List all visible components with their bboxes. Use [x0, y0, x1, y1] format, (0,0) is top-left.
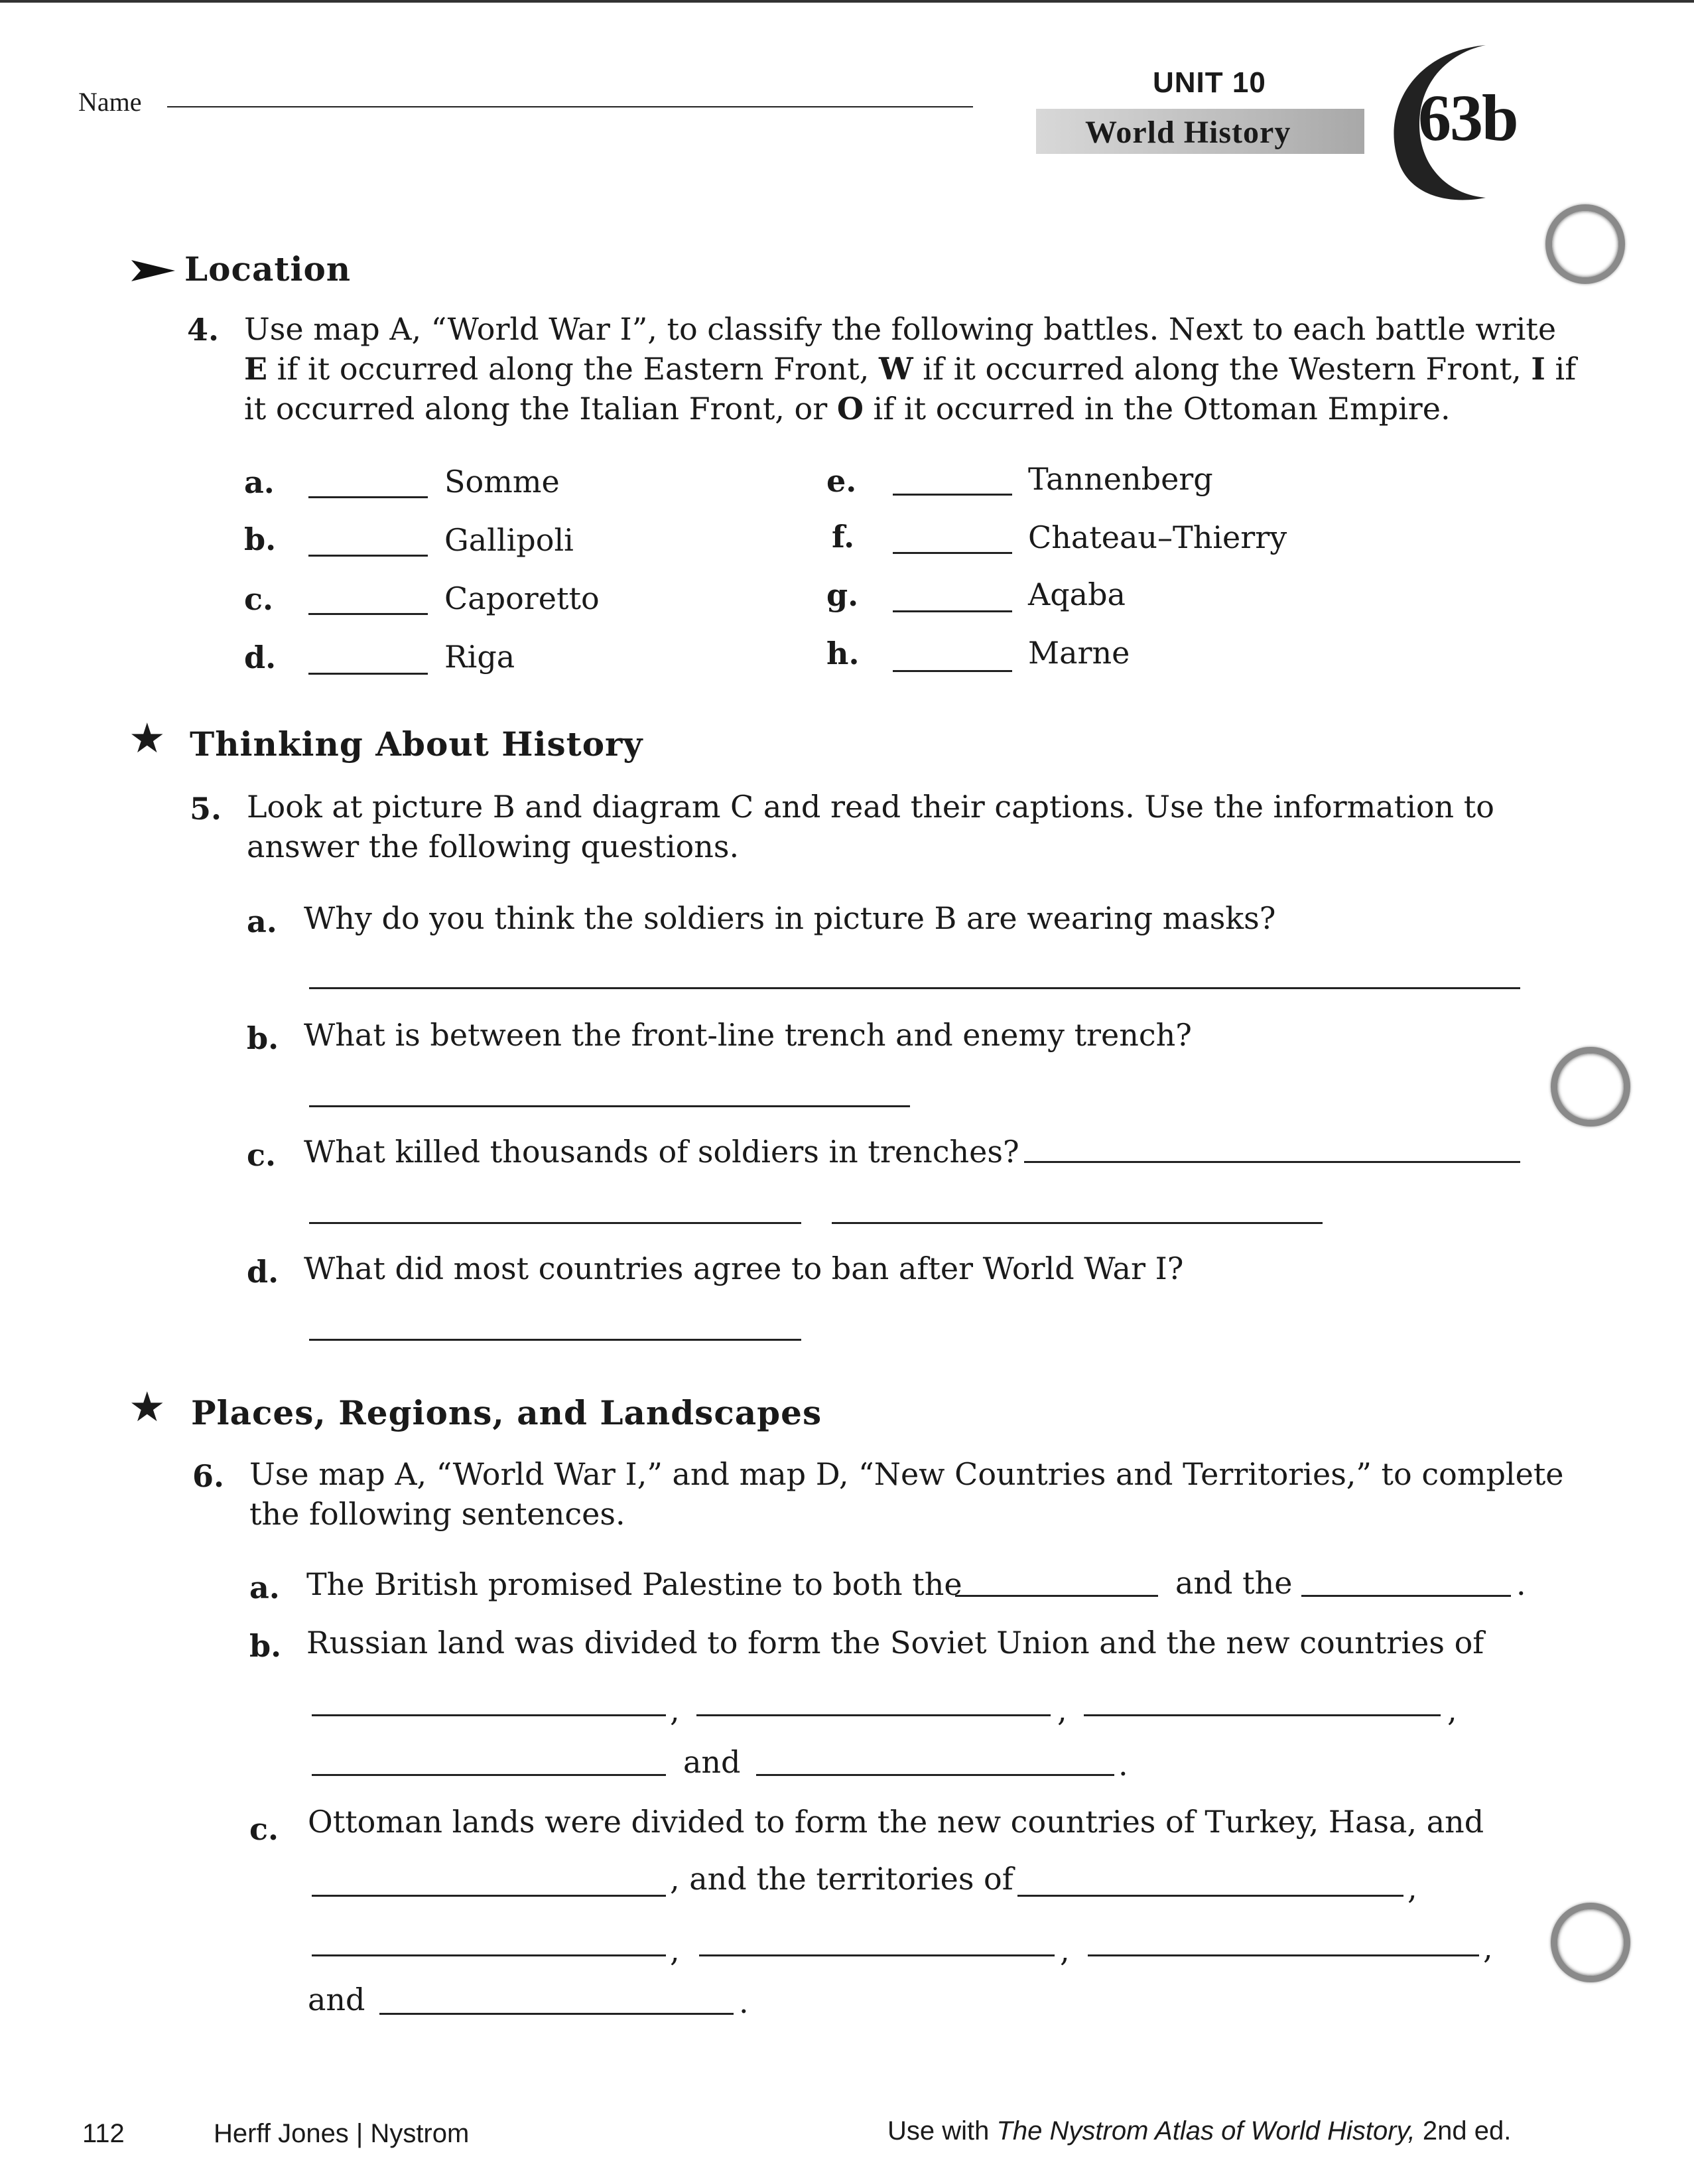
item-letter: c.: [249, 1811, 279, 1847]
item-sentence: Russian land was divided to form the Soviet Union and the new countries of: [306, 1625, 1484, 1661]
answer-line[interactable]: [696, 1714, 1051, 1716]
item-question: Why do you think the soldiers in picture B are wearing masks?: [304, 900, 1276, 936]
publisher: Herff Jones | Nystrom: [214, 2119, 470, 2148]
edition: 2nd ed.: [1415, 2116, 1512, 2146]
q5-line-2: answer the following questions.: [247, 829, 740, 864]
item-letter: a.: [249, 1570, 280, 1605]
battle-name: Aqaba: [1028, 577, 1126, 612]
q4-text: if it occurred along the Eastern Front,: [267, 351, 879, 387]
battle-answer-line[interactable]: [893, 670, 1012, 672]
binder-hole-top: [1545, 204, 1625, 284]
section-title-thinking: Thinking About History: [190, 724, 643, 764]
q4-text: if: [1545, 351, 1577, 387]
q4-text: if it occurred along the Western Front,: [913, 351, 1531, 387]
item-connector: and: [683, 1744, 741, 1780]
use-with-prefix: Use with: [887, 2116, 997, 2146]
name-line[interactable]: [167, 106, 973, 107]
item-connector: and: [308, 1982, 365, 2017]
q4-text: Use map A, “World War I”, to classify the following battles. Next to each battle write: [244, 311, 1557, 347]
comma: ,: [1447, 1692, 1457, 1728]
item-letter: a.: [247, 904, 277, 939]
battle-name: Gallipoli: [444, 522, 574, 558]
star-icon: ★: [129, 714, 166, 762]
item-letter: b.: [247, 1020, 279, 1056]
q4-code-i: I: [1531, 351, 1545, 387]
subject-title: World History: [1085, 115, 1291, 150]
section-title-places: Places, Regions, and Landscapes: [191, 1393, 822, 1432]
arrow-icon: [130, 257, 176, 284]
battle-name: Caporetto: [444, 580, 600, 616]
period: .: [1118, 1747, 1128, 1783]
name-label: Name: [78, 87, 142, 117]
battle-name: Marne: [1028, 635, 1130, 671]
battle-answer-line[interactable]: [308, 613, 428, 615]
comma: ,: [1407, 1870, 1417, 1906]
answer-line[interactable]: [312, 1895, 666, 1897]
binder-hole-bottom: [1551, 1903, 1630, 1982]
period: .: [1516, 1566, 1526, 1602]
q6-line-2: the following sentences.: [249, 1496, 625, 1532]
battle-letter: b.: [244, 521, 277, 557]
unit-label: UNIT 10: [1153, 66, 1266, 99]
q4-line-3: [244, 389, 1451, 429]
battle-answer-line[interactable]: [893, 552, 1012, 554]
answer-line[interactable]: [309, 1105, 910, 1107]
answer-line[interactable]: [312, 1954, 666, 1956]
q4-code-o: O: [836, 391, 864, 427]
battle-answer-line[interactable]: [893, 610, 1012, 612]
answer-line[interactable]: [309, 1339, 801, 1341]
question-number: 6.: [192, 1458, 225, 1494]
q5-line-1: Look at picture B and diagram C and read their captions. Use the information to: [247, 789, 1494, 825]
answer-line[interactable]: [309, 1222, 801, 1224]
answer-line[interactable]: [309, 987, 1520, 989]
question-number: 5.: [190, 791, 222, 827]
battle-letter: g.: [826, 577, 859, 613]
answer-line[interactable]: [312, 1714, 666, 1716]
use-with-note: [887, 2116, 1511, 2146]
comma: ,: [1057, 1692, 1067, 1728]
answer-line[interactable]: [1017, 1895, 1403, 1897]
answer-line[interactable]: [379, 2013, 734, 2015]
battle-answer-line[interactable]: [893, 494, 1012, 496]
item-sentence: The British promised Palestine to both the: [306, 1566, 962, 1602]
battle-answer-line[interactable]: [308, 673, 428, 675]
battle-answer-line[interactable]: [308, 496, 428, 498]
item-question: What killed thousands of soldiers in trenches?: [304, 1134, 1019, 1170]
item-connector: , and the territories of: [670, 1861, 1013, 1897]
item-connector: and the: [1175, 1565, 1293, 1601]
q4-line-1: [244, 309, 1556, 349]
q4-text: it occurred along the Italian Front, or: [244, 391, 837, 427]
battle-letter: d.: [244, 640, 277, 675]
item-letter: d.: [247, 1254, 279, 1290]
page-code: 63b: [1418, 81, 1518, 155]
atlas-title: The Nystrom Atlas of World History,: [996, 2116, 1415, 2146]
q4-line-2: [244, 349, 1576, 389]
answer-line[interactable]: [756, 1774, 1114, 1776]
battle-name: Somme: [444, 464, 560, 500]
item-question: What did most countries agree to ban after World War I?: [304, 1251, 1184, 1286]
answer-line[interactable]: [1084, 1714, 1441, 1716]
battle-letter: f.: [832, 519, 855, 555]
battle-letter: a.: [244, 464, 275, 500]
comma: ,: [1483, 1930, 1493, 1966]
answer-line[interactable]: [1088, 1954, 1479, 1956]
battle-name: Riga: [444, 639, 515, 675]
item-question: What is between the front-line trench and enemy trench?: [304, 1017, 1192, 1053]
q4-code-w: W: [878, 351, 913, 387]
item-letter: b.: [249, 1628, 282, 1664]
section-title-location: Location: [184, 249, 352, 289]
answer-line[interactable]: [955, 1595, 1158, 1597]
battle-letter: h.: [826, 636, 860, 671]
q4-text: if it occurred in the Ottoman Empire.: [863, 391, 1451, 427]
q6-line-1: Use map A, “World War I,” and map D, “New Countries and Territories,” to complete: [249, 1456, 1564, 1492]
star-icon: ★: [129, 1383, 166, 1431]
answer-line[interactable]: [699, 1954, 1055, 1956]
battle-letter: c.: [244, 581, 274, 617]
item-letter: c.: [247, 1137, 277, 1173]
answer-line[interactable]: [832, 1222, 1323, 1224]
item-sentence: Ottoman lands were divided to form the new countries of Turkey, Hasa, and: [308, 1804, 1484, 1840]
battle-name: Chateau–Thierry: [1028, 519, 1287, 555]
comma: ,: [670, 1933, 680, 1968]
answer-line[interactable]: [312, 1774, 666, 1776]
battle-name: Tannenberg: [1028, 461, 1213, 497]
q4-code-e: E: [244, 351, 268, 387]
answer-line[interactable]: [1301, 1595, 1511, 1597]
answer-line[interactable]: [1024, 1161, 1520, 1163]
comma: ,: [670, 1692, 680, 1728]
top-border: [0, 0, 1694, 3]
period: .: [739, 1984, 749, 2020]
page-number: 112: [82, 2119, 125, 2148]
question-number: 4.: [187, 312, 220, 348]
battle-letter: e.: [826, 463, 857, 499]
battle-answer-line[interactable]: [308, 555, 428, 557]
comma: ,: [1060, 1933, 1070, 1968]
binder-hole-middle: [1551, 1047, 1630, 1126]
